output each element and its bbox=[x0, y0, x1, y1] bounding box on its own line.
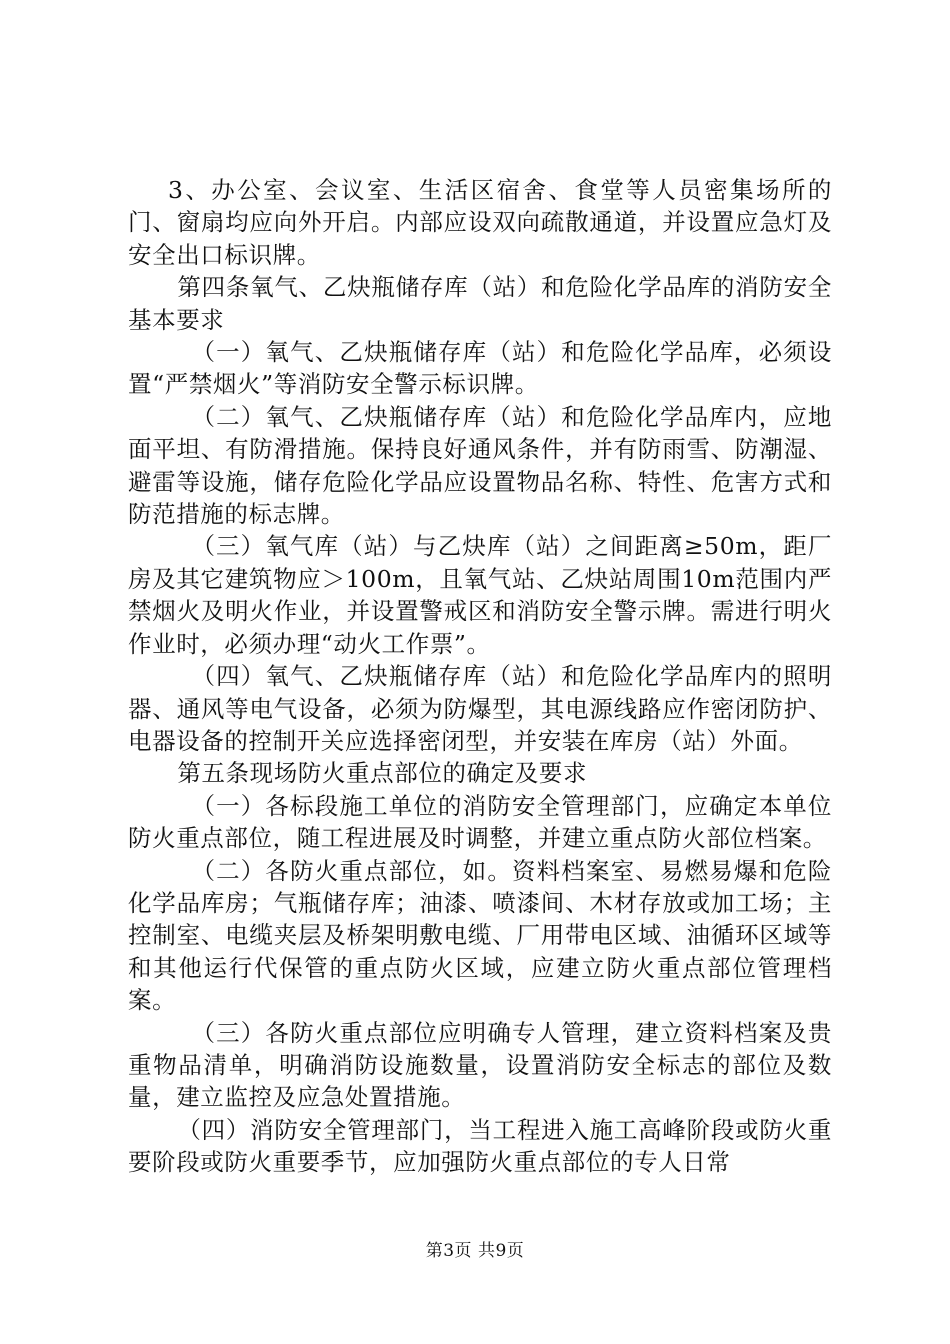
article-5-clause-4: （四）消防安全管理部门，当工程进入施工高峰阶段或防火重要阶段或防火重要季节，应加强防火重点部位的专人日常 bbox=[128, 1115, 832, 1177]
page-number-footer: 第3页 共9页 bbox=[425, 1241, 525, 1261]
article-4-clause-3: （三）氧气库（站）与乙炔库（站）之间距离≥50m，距厂房及其它建筑物应＞100m，且氧气站、乙炔站周围10m范围内严禁烟火及明火作业，并设置警戒区和消防安全警示牌。需进行明火作业时，必须办理“动火工作票”。 bbox=[128, 532, 832, 658]
article-5-clause-1: （一）各标段施工单位的消防安全管理部门，应确定本单位防火重点部位，随工程进展及时调整，并建立重点防火部位档案。 bbox=[128, 791, 832, 853]
document-body bbox=[128, 174, 832, 1179]
paragraph-item-3: 3、办公室、会议室、生活区宿舍、食堂等人员密集场所的门、窗扇均应向外开启。内部应设双向疏散通道，并设置应急灯及安全出口标识牌。 bbox=[128, 176, 832, 269]
article-4-heading: 第四条氧气、乙炔瓶储存库（站）和危险化学品库的消防安全基本要求 bbox=[128, 273, 832, 334]
article-5-clause-2: （二）各防火重点部位，如。资料档案室、易燃易爆和危险化学品库房；气瓶储存库；油漆、喷漆间、木材存放或加工场；主控制室、电缆夹层及桥架明敷电缆、厂用带电区域、油循环区域等和其他运行代保管的重点防火区域，应建立防火重点部位管理档案。 bbox=[128, 856, 832, 1015]
article-4-clause-4: （四）氧气、乙炔瓶储存库（站）和危险化学品库内的照明器、通风等电气设备，必须为防爆型，其电源线路应作密闭防护、电器设备的控制开关应选择密闭型，并安装在库房（站）外面。 bbox=[128, 662, 832, 755]
article-5-clause-3: （三）各防火重点部位应明确专人管理，建立资料档案及贵重物品清单，明确消防设施数量，设置消防安全标志的部位及数量，建立监控及应急处置措施。 bbox=[128, 1018, 832, 1112]
article-5-heading: 第五条现场防火重点部位的确定及要求 bbox=[177, 759, 588, 788]
article-4-clause-2: （二）氧气、乙炔瓶储存库（站）和危险化学品库内，应地面平坦、有防滑措施。保持良好通风条件，并有防雨雪、防潮湿、避雷等设施，储存危险化学品应设置物品名称、特性、危害方式和防范措施的标志牌。 bbox=[128, 402, 832, 529]
article-4-clause-1: （一）氧气、乙炔瓶储存库（站）和危险化学品库，必须设置“严禁烟火”等消防安全警示标识牌。 bbox=[128, 338, 832, 399]
